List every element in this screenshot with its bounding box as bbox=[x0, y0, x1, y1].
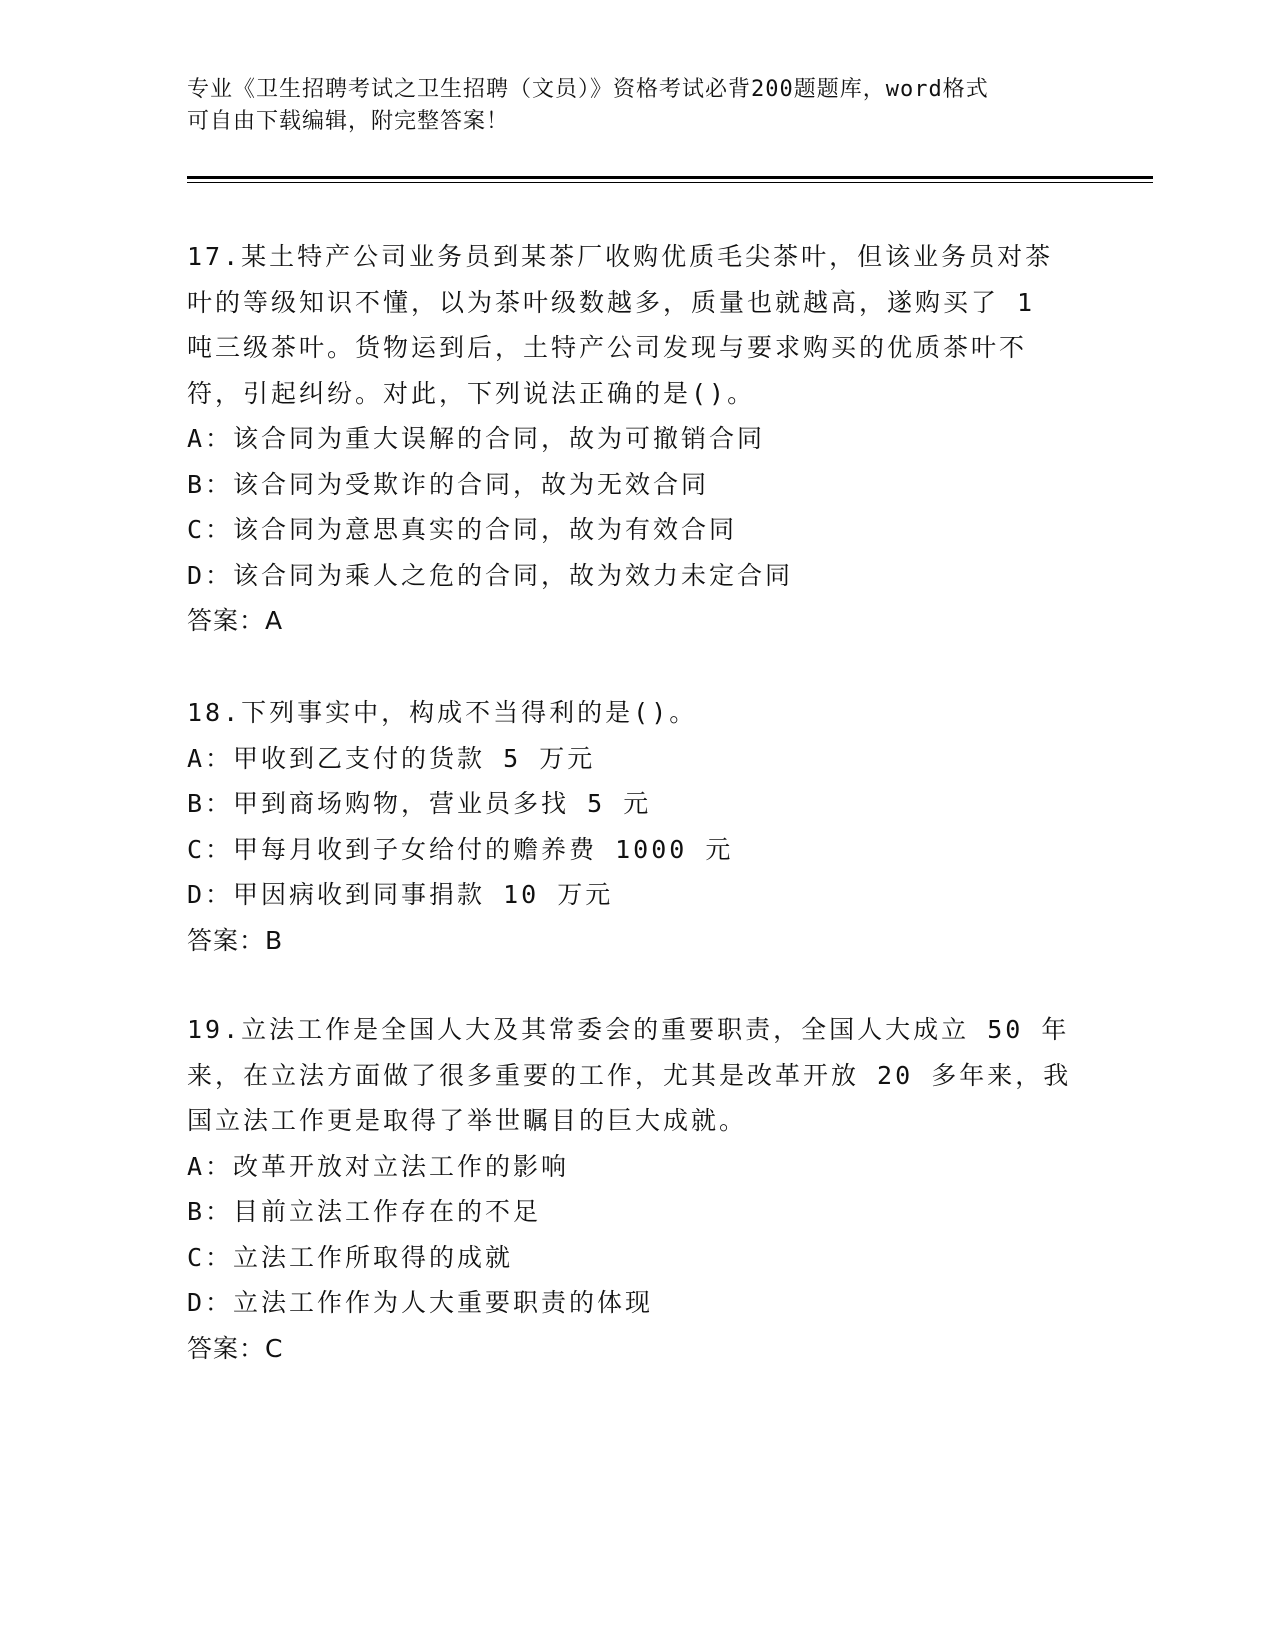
question-stem-line: 吨三级茶叶。货物运到后，土特产公司发现与要求购买的优质茶叶不 bbox=[187, 333, 1028, 362]
header-rule-thin bbox=[187, 182, 1153, 183]
question-stem-line: 国立法工作更是取得了举世瞩目的巨大成就。 bbox=[187, 1106, 748, 1135]
question-19 bbox=[187, 1007, 1087, 1372]
answer-line: 答案：A bbox=[187, 606, 284, 635]
header-line-1: 专业《卫生招聘考试之卫生招聘（文员）》资格考试必背200题题库，word格式 bbox=[187, 77, 989, 102]
question-stem-line: 来，在立法方面做了很多重要的工作，尤其是改革开放 20 多年来，我 bbox=[187, 1060, 1072, 1090]
option-c: C：立法工作所取得的成就 bbox=[187, 1242, 514, 1272]
document-header bbox=[187, 74, 1087, 138]
option-c: C：该合同为意思真实的合同，故为有效合同 bbox=[187, 515, 738, 544]
option-d: D：该合同为乘人之危的合同，故为效力未定合同 bbox=[187, 560, 794, 590]
option-b: B：该合同为受欺诈的合同，故为无效合同 bbox=[187, 469, 710, 499]
question-stem-line: 符，引起纠纷。对此，下列说法正确的是()。 bbox=[187, 378, 756, 408]
option-d: D：立法工作作为人大重要职责的体现 bbox=[187, 1288, 654, 1317]
option-a: A：甲收到乙支付的货款 5 万元 bbox=[187, 743, 596, 773]
option-a: A：该合同为重大误解的合同，故为可撤销合同 bbox=[187, 424, 766, 453]
question-17 bbox=[187, 234, 1087, 644]
header-rule-thick bbox=[187, 176, 1153, 179]
answer-line: 答案：C bbox=[187, 1333, 284, 1363]
answer-line: 答案：B bbox=[187, 925, 284, 955]
header-line-2: 可自由下载编辑，附完整答案！ bbox=[187, 109, 510, 134]
question-stem-line: 叶的等级知识不懂，以为茶叶级数越多，质量也就越高，遂购买了 1 bbox=[187, 287, 1036, 317]
question-stem-line: 19.立法工作是全国人大及其常委会的重要职责，全国人大成立 50 年 bbox=[187, 1015, 1070, 1044]
option-a: A：改革开放对立法工作的影响 bbox=[187, 1151, 570, 1181]
option-d: D：甲因病收到同事捐款 10 万元 bbox=[187, 880, 614, 909]
option-b: B：甲到商场购物，营业员多找 5 元 bbox=[187, 789, 652, 818]
question-stem-line: 17.某土特产公司业务员到某茶厂收购优质毛尖茶叶，但该业务员对茶 bbox=[187, 242, 1054, 271]
question-stem-line: 18.下列事实中，构成不当得利的是()。 bbox=[187, 698, 698, 727]
option-c: C：甲每月收到子女给付的赡养费 1000 元 bbox=[187, 834, 734, 864]
question-18 bbox=[187, 690, 1087, 964]
option-b: B：目前立法工作存在的不足 bbox=[187, 1197, 542, 1226]
